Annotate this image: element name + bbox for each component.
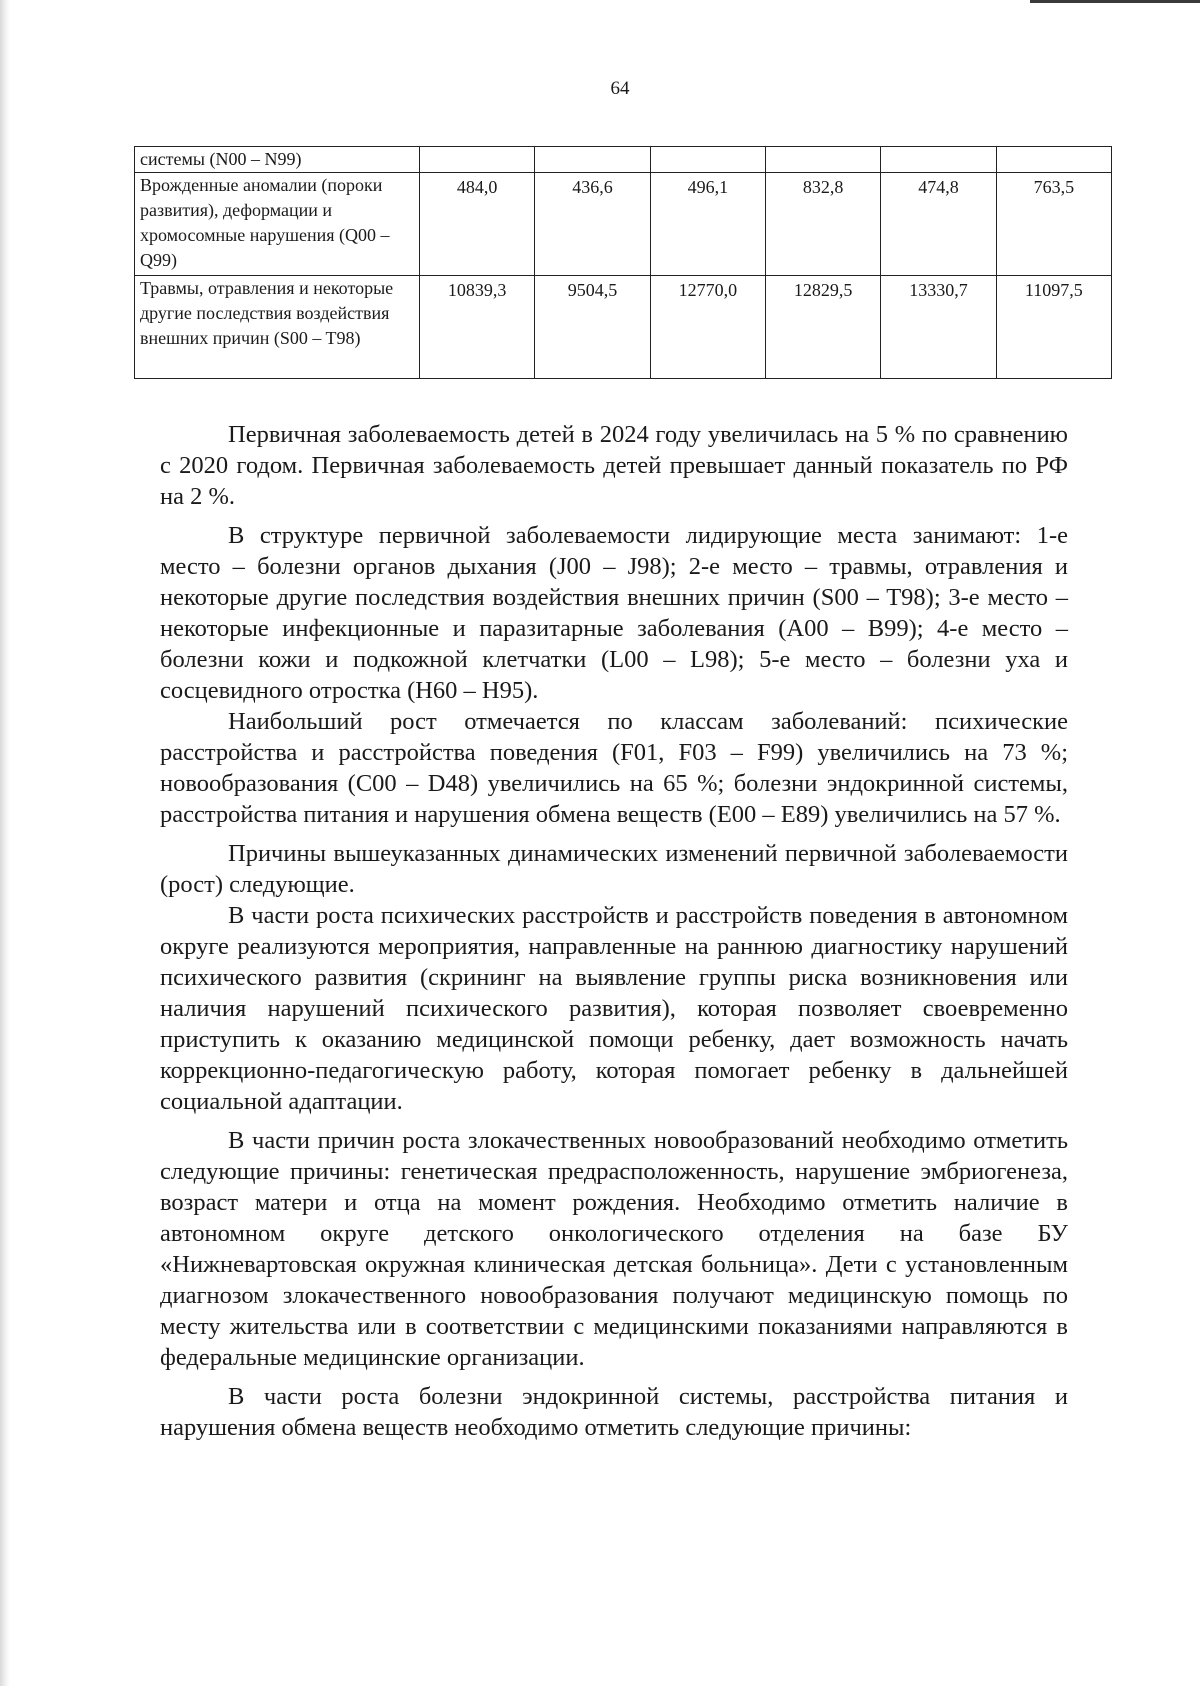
- table-cell: [765, 147, 880, 173]
- scan-edge: [0, 0, 10, 1686]
- table-cell: 436,6: [535, 173, 650, 276]
- body-text: [160, 419, 1068, 1443]
- paragraph: Наибольший рост отмечается по классам заболеваний: психические расстройства и расстройства поведения (F01, F03 – F99) увеличились на 73 %; новообразования (C00 – D48) увеличились на 65 %; болезни эндокринной системы, расстройства питания и нарушения обмена веществ (E00 – E89) увеличились на 57 %.: [160, 708, 1068, 828]
- paragraph: Первичная заболеваемость детей в 2024 году увеличилась на 5 % по сравнению с 2020 годом. Первичная заболеваемость детей превышает данный показатель по РФ на 2 %.: [160, 421, 1068, 510]
- paragraph: В части роста психических расстройств и расстройств поведения в автономном округе реализуются мероприятия, направленные на раннюю диагностику нарушений психического развития (скрининг на выявление группы риска возникновения или наличия нарушений психического развития), которая позволяет своевременно приступить к оказанию медицинской помощи ребенку, дает возможность начать коррекционно-педагогическую работу, которая помогает ребенку в дальнейшей социальной адаптации.: [160, 902, 1068, 1115]
- paragraph: В части причин роста злокачественных новообразований необходимо отметить следующие причины: генетическая предрасположенность, нарушение эмбриогенеза, возраст матери и отца на момент рождения. Необходимо отметить наличие в автономном округе детского онкологического отделения на базе БУ «Нижневартовская окружная клиническая детская больница». Дети с установленным диагнозом злокачественного новообразования получают медицинскую помощь по месту жительства или в соответствии с медицинскими показаниями направляются в федеральные медицинские организации.: [160, 1127, 1068, 1371]
- table-cell: 13330,7: [881, 276, 996, 379]
- table-row: [135, 276, 1112, 379]
- paragraph: В структуре первичной заболеваемости лидирующие места занимают: 1-е место – болезни органов дыхания (J00 – J98); 2-е место – травмы, отравления и некоторые другие последствия воздействия внешних причин (S00 – T98); 3-е место – некоторые инфекционные и паразитарные заболевания (A00 – B99); 4-е место – болезни кожи и подкожной клетчатки (L00 – L98); 5-е место – болезни уха и сосцевидного отростка (H60 – H95).: [160, 522, 1068, 704]
- table-cell: 763,5: [996, 173, 1111, 276]
- table-cell: [996, 147, 1111, 173]
- table-cell: 474,8: [881, 173, 996, 276]
- paragraph: Причины вышеуказанных динамических изменений первичной заболеваемости (рост) следующие.: [160, 840, 1068, 898]
- table-cell: 9504,5: [535, 276, 650, 379]
- morbidity-table: [134, 146, 1112, 379]
- table-cell: [650, 147, 765, 173]
- top-rule: [1030, 0, 1200, 3]
- table-cell: 832,8: [765, 173, 880, 276]
- paragraph: В части роста болезни эндокринной системы, расстройства питания и нарушения обмена веществ необходимо отметить следующие причины:: [160, 1383, 1068, 1441]
- table-cell: 12829,5: [765, 276, 880, 379]
- row-label: Врожденные аномалии (пороки развития), деформации и хромосомные нарушения (Q00 – Q99): [135, 173, 420, 276]
- table-cell: 10839,3: [420, 276, 535, 379]
- row-label: Травмы, отравления и некоторые другие последствия воздействия внешних причин (S00 – T98): [135, 276, 420, 379]
- table-cell: 496,1: [650, 173, 765, 276]
- table-cell: 484,0: [420, 173, 535, 276]
- table-row: [135, 173, 1112, 276]
- table-cell: 12770,0: [650, 276, 765, 379]
- row-label: системы (N00 – N99): [135, 147, 420, 173]
- page-number: 64: [610, 78, 630, 99]
- table-cell: [420, 147, 535, 173]
- table-row: [135, 147, 1112, 173]
- table-cell: [535, 147, 650, 173]
- table-cell: 11097,5: [996, 276, 1111, 379]
- table-cell: [881, 147, 996, 173]
